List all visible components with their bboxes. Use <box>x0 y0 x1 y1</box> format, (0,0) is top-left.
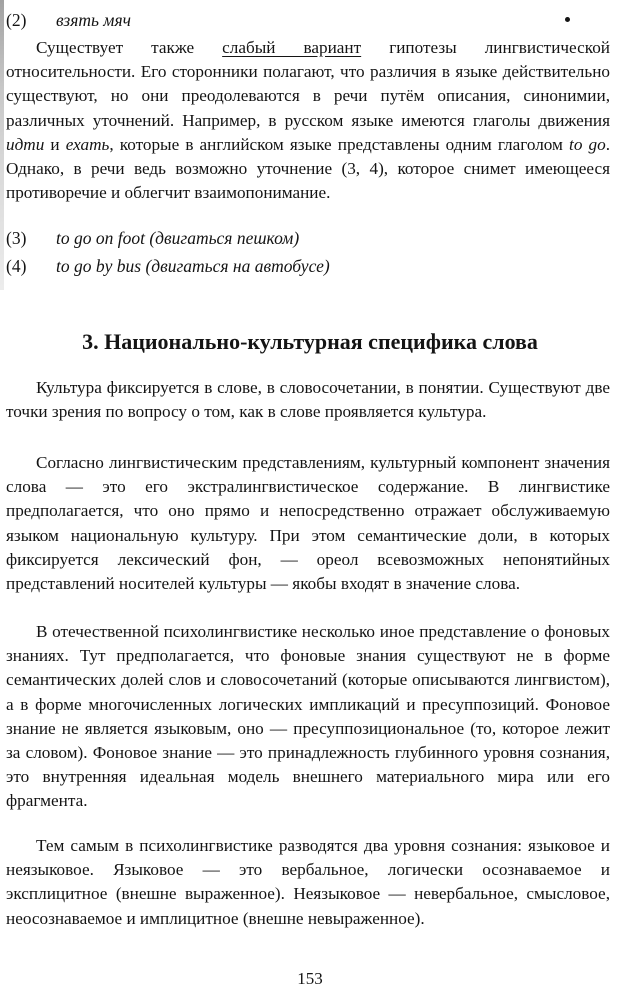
paragraph-weak-hypothesis: Существует также слабый вариант гипотезы лингвистической относительности. Его сторонники полагают, что различия в языке действительно существуют, но они преодолеваются в речи путём описания, синонимии, различных уточнений. Например, в русском языке имеются глаголы движения идти и ехать, которые в английском языке представлены одним глаголом to go. Однако, в речи ведь возможно уточнение (3, 4), которое снимет имеющееся противоречие и облегчит взаимопонимание. <box>6 38 611 203</box>
paragraph: Тем самым в психолингвистике разводятся два уровня сознания: языковое и неязыковое. Языковое — это вербальное, логически осознаваемое и эксплицитное (внешне выраженное). Неязыковое — невербальное, смысловое, неосознаваемое и имплицитное (внешне невыраженное). <box>6 836 610 928</box>
example-2 <box>6 8 131 32</box>
scan-edge-shadow <box>0 0 4 290</box>
italic-term: to go <box>569 134 606 154</box>
example-text: to go by bus (двигаться на автобусе) <box>56 256 330 276</box>
example-4 <box>6 254 330 278</box>
example-number: (2) <box>6 10 27 30</box>
example-number: (3) <box>6 228 27 248</box>
example-number: (4) <box>6 256 27 276</box>
underlined-term: слабый вариант <box>222 38 362 57</box>
example-text: to go on foot (двигаться пешком) <box>56 228 300 248</box>
italic-term: идти <box>6 134 45 154</box>
stray-dot <box>565 17 570 22</box>
italic-term: ехать <box>65 134 110 154</box>
page-number: 153 <box>297 969 323 988</box>
paragraph: В отечественной психолингвистике несколько иное представление о фоновых знаниях. Тут предполагается, что фоновые знания существуют не в форме семантических долей слов и словосочетаний (которые описываются лингвистом), а в форме многочисленных логических импликаций и пресуппозиций. Фоновое знание не является языковым, оно — пресуппозициональное (то, которое лежит за словом). Фоновое знание — это принадлежность глубинного уровня сознания, это внутренняя идеальная модель внешнего материального мира или его фрагмента. <box>6 622 610 811</box>
example-text: взять мяч <box>56 10 131 30</box>
example-3 <box>6 226 299 250</box>
paragraph: Согласно лингвистическим представлениям, культурный компонент значения слова — это его экстралингвистическое содержание. В лингвистике предполагается, что оно прямо и непосредственно отражает обслуживаемую языком национальную культуру. При этом семантические доли, в которых фиксируется лексический фон, — ореол всевозможных непонятийных представлений носителей культуры — якобы входят в значение слова. <box>6 453 610 594</box>
paragraph: Культура фиксируется в слове, в словосочетании, в понятии. Существуют две точки зрения по вопросу о том, как в слове проявляется культура. <box>6 378 610 422</box>
section-heading: 3. Национально-культурная специфика слова <box>82 329 538 354</box>
